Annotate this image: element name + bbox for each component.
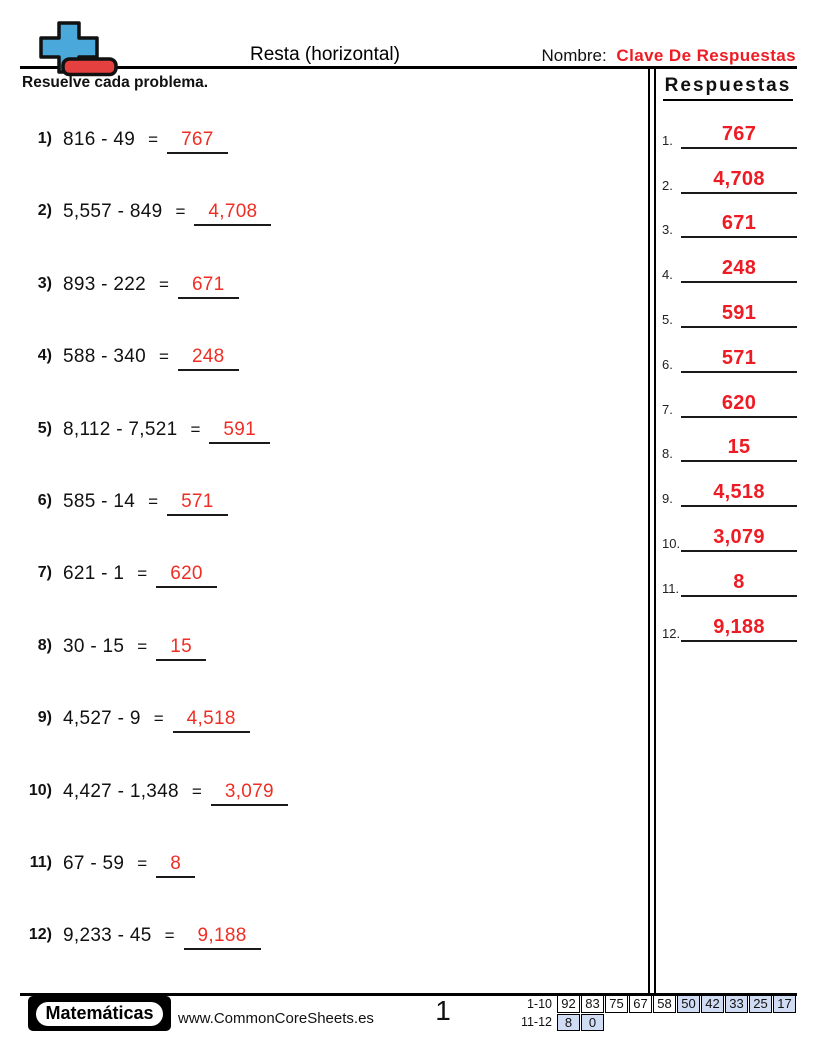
- equals-sign: =: [159, 347, 169, 367]
- problem-number: 6): [37, 491, 52, 509]
- equals-sign: =: [148, 491, 159, 511]
- answer-line: [681, 212, 797, 238]
- answer-blank: 3,079: [211, 781, 288, 806]
- equals-sign: =: [137, 853, 148, 873]
- answer-row-1: [658, 107, 798, 152]
- page-number: 1: [435, 995, 451, 1026]
- equals-sign: =: [190, 419, 201, 439]
- score-label: 1-10: [526, 996, 552, 1011]
- answer-number: 8.: [662, 446, 673, 462]
- problem-expression: 4,427 - 1,348: [63, 780, 179, 802]
- equals-sign: =: [137, 564, 148, 584]
- answer-line: [681, 616, 797, 642]
- score-label: 11-12: [520, 1015, 552, 1030]
- answer-line: [681, 168, 797, 194]
- problem-expression: 30 - 15: [63, 635, 125, 657]
- problem-row-7: [22, 563, 622, 635]
- problem-expression: 893 - 222: [63, 273, 146, 295]
- answer-number: 6.: [662, 356, 673, 372]
- problem-number: 2): [37, 202, 52, 220]
- score-cell: 58: [653, 995, 676, 1013]
- problem-number: 5): [37, 419, 52, 437]
- problem-number: 7): [37, 564, 52, 582]
- answer-line: [681, 302, 797, 328]
- problem-number: 4): [37, 347, 52, 365]
- answer-line: [681, 392, 797, 418]
- problem-number: 12): [28, 926, 52, 944]
- answer-row-11: [658, 555, 798, 600]
- answer-blank: 4,518: [173, 708, 250, 733]
- answer-value: 8: [733, 570, 745, 593]
- problem-row-1: [22, 129, 622, 201]
- problem-number: 1): [37, 130, 52, 147]
- answer-blank: 15: [156, 636, 206, 661]
- score-table: [509, 995, 797, 1032]
- answer-value: 767: [721, 122, 757, 145]
- problem-number: 10): [28, 781, 52, 799]
- answer-value: 4,518: [713, 481, 765, 504]
- answer-number: 5.: [662, 311, 673, 327]
- problem-row-5: [22, 419, 622, 491]
- answer-row-7: [658, 376, 798, 421]
- problems-list: [22, 129, 622, 998]
- answer-value: 671: [721, 212, 757, 235]
- problem-row-2: [22, 201, 622, 273]
- problem-number: 9): [37, 709, 52, 727]
- answer-value: 248: [721, 257, 757, 280]
- answer-row-9: [658, 465, 798, 510]
- problem-row-8: [22, 636, 622, 708]
- brand-logo: [28, 996, 171, 1031]
- score-cell: 67: [629, 995, 652, 1013]
- answer-value: 3,079: [713, 525, 765, 548]
- name-value: Clave De Respuestas: [616, 46, 796, 65]
- answer-blank: 4,708: [194, 201, 271, 226]
- score-cell: 83: [581, 995, 604, 1013]
- problem-expression: 588 - 340: [63, 346, 146, 368]
- answer-number: 9.: [662, 491, 673, 507]
- answer-row-5: [658, 286, 798, 331]
- answer-line: [681, 526, 797, 552]
- answer-blank: 248: [178, 346, 239, 371]
- answer-blank: 8: [156, 853, 195, 878]
- score-cell: 75: [605, 995, 628, 1013]
- instruction-text: Resuelve cada problema.: [22, 74, 209, 91]
- answer-number: 4.: [662, 267, 673, 283]
- problem-expression: 9,233 - 45: [63, 925, 152, 947]
- problem-row-10: [22, 781, 622, 853]
- score-cell: 33: [725, 995, 748, 1013]
- equals-sign: =: [137, 636, 148, 656]
- equals-sign: =: [164, 926, 175, 946]
- problem-expression: 4,527 - 9: [63, 708, 141, 730]
- answer-line: [681, 347, 797, 373]
- answer-blank: 620: [156, 563, 217, 588]
- score-row-1: [509, 995, 797, 1013]
- answer-line: [681, 257, 797, 283]
- problem-expression: 67 - 59: [63, 852, 125, 874]
- worksheet-title: Resta (horizontal): [250, 44, 400, 65]
- problem-number: 11): [29, 853, 52, 871]
- answer-blank: 591: [209, 419, 270, 444]
- problem-row-6: [22, 491, 622, 563]
- answer-row-6: [658, 331, 798, 376]
- answer-blank: 9,188: [184, 925, 261, 950]
- score-cell: 0: [581, 1014, 604, 1032]
- answer-row-10: [658, 510, 798, 555]
- name-line: [542, 46, 797, 66]
- equals-sign: =: [159, 274, 169, 294]
- problem-number: 8): [37, 636, 52, 654]
- answer-value: 620: [721, 391, 757, 414]
- plus-minus-icon: [30, 20, 122, 78]
- answer-number: 12.: [662, 625, 681, 641]
- problem-expression: 5,557 - 849: [63, 201, 163, 223]
- answer-number: 7.: [662, 401, 673, 417]
- answer-row-4: [658, 241, 798, 286]
- answer-number: 11.: [662, 580, 680, 596]
- answer-value: 591: [721, 301, 757, 324]
- score-cell: 92: [557, 995, 580, 1013]
- answer-line: [681, 436, 797, 462]
- answer-row-12: [658, 600, 798, 645]
- sidebar-divider: [648, 66, 656, 993]
- answer-row-8: [658, 421, 798, 466]
- problem-row-11: [22, 853, 622, 925]
- problem-expression: 621 - 1: [63, 563, 125, 585]
- answer-blank: 767: [167, 129, 228, 154]
- score-cell: 50: [677, 995, 700, 1013]
- score-cell: 25: [749, 995, 772, 1013]
- answer-value: 4,708: [713, 167, 765, 190]
- score-cell: 42: [701, 995, 724, 1013]
- brand-label: Matemáticas: [36, 1002, 162, 1026]
- answer-line: [681, 123, 797, 149]
- answer-number: 2.: [662, 177, 673, 193]
- answer-line: [681, 481, 797, 507]
- answer-line: [681, 571, 797, 597]
- problem-expression: 816 - 49: [63, 129, 136, 150]
- answer-blank: 671: [178, 274, 239, 299]
- answers-panel: [658, 66, 798, 645]
- website-url: www.CommonCoreSheets.es: [178, 1010, 374, 1027]
- answer-number: 3.: [662, 222, 673, 238]
- problem-row-9: [22, 708, 622, 780]
- answers-title: Respuestas: [663, 75, 794, 101]
- problem-row-3: [22, 274, 622, 346]
- answer-value: 9,188: [713, 615, 765, 638]
- equals-sign: =: [153, 709, 164, 729]
- name-label: Nombre:: [541, 46, 607, 65]
- answer-row-2: [658, 152, 798, 197]
- answer-value: 571: [721, 346, 757, 369]
- problem-expression: 585 - 14: [63, 490, 136, 512]
- score-cell: 17: [773, 995, 796, 1013]
- problem-expression: 8,112 - 7,521: [63, 418, 178, 440]
- score-row-2: [509, 1014, 797, 1032]
- equals-sign: =: [191, 781, 202, 801]
- answer-number: 10.: [662, 535, 681, 551]
- answer-value: 15: [727, 436, 751, 459]
- problem-row-4: [22, 346, 622, 418]
- problem-row-12: [22, 925, 622, 997]
- answer-blank: 571: [167, 491, 228, 516]
- answer-row-3: [658, 197, 798, 242]
- answer-number: 1.: [662, 132, 673, 148]
- equals-sign: =: [148, 130, 159, 149]
- score-cell: 8: [557, 1014, 580, 1032]
- problem-number: 3): [37, 274, 52, 292]
- equals-sign: =: [175, 202, 186, 222]
